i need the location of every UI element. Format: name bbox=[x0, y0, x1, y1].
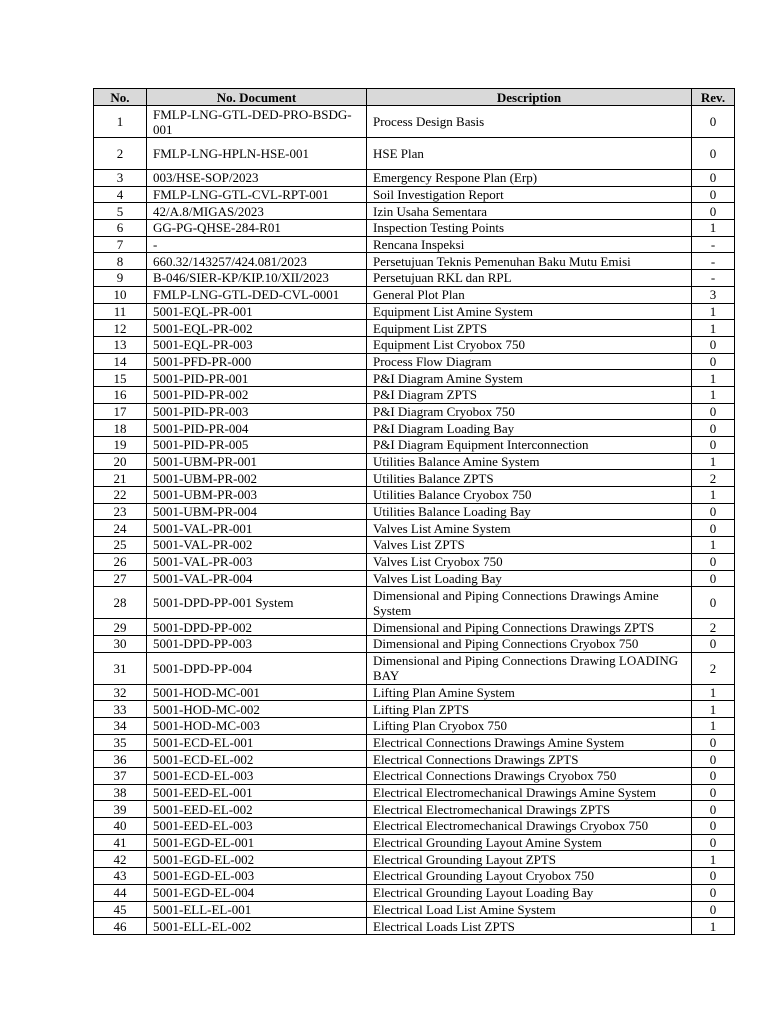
table-row bbox=[94, 503, 735, 520]
cell-no: 41 bbox=[94, 834, 147, 851]
cell-description: P&I Diagram ZPTS bbox=[367, 386, 692, 403]
cell-revision: 0 bbox=[692, 818, 735, 835]
cell-no: 1 bbox=[94, 106, 147, 138]
table-row bbox=[94, 353, 735, 370]
table-row bbox=[94, 370, 735, 387]
cell-document-number: 5001-VAL-PR-001 bbox=[147, 520, 367, 537]
cell-revision: 2 bbox=[692, 470, 735, 487]
cell-document-number: 5001-PID-PR-001 bbox=[147, 370, 367, 387]
table-row bbox=[94, 138, 735, 170]
cell-revision: 0 bbox=[692, 884, 735, 901]
table-row bbox=[94, 270, 735, 287]
table-row bbox=[94, 453, 735, 470]
cell-revision: 1 bbox=[692, 487, 735, 504]
cell-no: 8 bbox=[94, 253, 147, 270]
cell-revision: 0 bbox=[692, 170, 735, 187]
cell-document-number: 5001-UBM-PR-004 bbox=[147, 503, 367, 520]
header-no: No. bbox=[94, 89, 147, 106]
cell-document-number: 5001-EGD-EL-004 bbox=[147, 884, 367, 901]
table-row bbox=[94, 236, 735, 253]
cell-no: 22 bbox=[94, 487, 147, 504]
cell-no: 13 bbox=[94, 336, 147, 353]
table-row bbox=[94, 751, 735, 768]
cell-no: 24 bbox=[94, 520, 147, 537]
cell-description: Process Design Basis bbox=[367, 106, 692, 138]
cell-description: P&I Diagram Cryobox 750 bbox=[367, 403, 692, 420]
cell-document-number: 5001-EQL-PR-003 bbox=[147, 336, 367, 353]
table-row bbox=[94, 170, 735, 187]
cell-description: Soil Investigation Report bbox=[367, 186, 692, 203]
cell-revision: 1 bbox=[692, 717, 735, 734]
cell-document-number: 5001-ECD-EL-003 bbox=[147, 768, 367, 785]
cell-no: 44 bbox=[94, 884, 147, 901]
cell-no: 27 bbox=[94, 570, 147, 587]
cell-revision: 1 bbox=[692, 386, 735, 403]
cell-document-number: 5001-VAL-PR-002 bbox=[147, 537, 367, 554]
table-row bbox=[94, 717, 735, 734]
cell-no: 33 bbox=[94, 701, 147, 718]
cell-document-number: 5001-VAL-PR-003 bbox=[147, 553, 367, 570]
cell-revision: 0 bbox=[692, 570, 735, 587]
table-row bbox=[94, 834, 735, 851]
table-row bbox=[94, 768, 735, 785]
table-row bbox=[94, 851, 735, 868]
cell-description: P&I Diagram Equipment Interconnection bbox=[367, 437, 692, 454]
cell-revision: 0 bbox=[692, 420, 735, 437]
cell-revision: 0 bbox=[692, 553, 735, 570]
cell-document-number: 5001-PID-PR-005 bbox=[147, 437, 367, 454]
cell-revision: 0 bbox=[692, 734, 735, 751]
cell-description: Dimensional and Piping Connections Drawings Amine System bbox=[367, 587, 692, 619]
cell-no: 30 bbox=[94, 635, 147, 652]
cell-revision: 0 bbox=[692, 186, 735, 203]
cell-no: 31 bbox=[94, 652, 147, 684]
cell-revision: 1 bbox=[692, 303, 735, 320]
table-row bbox=[94, 520, 735, 537]
cell-description: Electrical Grounding Layout Cryobox 750 bbox=[367, 868, 692, 885]
table-row bbox=[94, 220, 735, 237]
cell-no: 40 bbox=[94, 818, 147, 835]
cell-document-number: FMLP-LNG-HPLN-HSE-001 bbox=[147, 138, 367, 170]
cell-description: Persetujuan Teknis Pemenuhan Baku Mutu Emisi bbox=[367, 253, 692, 270]
cell-revision: - bbox=[692, 236, 735, 253]
cell-no: 46 bbox=[94, 918, 147, 935]
cell-document-number: 003/HSE-SOP/2023 bbox=[147, 170, 367, 187]
cell-no: 32 bbox=[94, 684, 147, 701]
cell-description: Electrical Grounding Layout Amine System bbox=[367, 834, 692, 851]
table-row bbox=[94, 901, 735, 918]
header-document: No. Document bbox=[147, 89, 367, 106]
cell-revision: 0 bbox=[692, 587, 735, 619]
table-row bbox=[94, 186, 735, 203]
cell-document-number: 5001-UBM-PR-001 bbox=[147, 453, 367, 470]
cell-description: Equipment List ZPTS bbox=[367, 320, 692, 337]
cell-revision: 0 bbox=[692, 203, 735, 220]
header-rev: Rev. bbox=[692, 89, 735, 106]
cell-no: 19 bbox=[94, 437, 147, 454]
cell-revision: 1 bbox=[692, 220, 735, 237]
cell-no: 21 bbox=[94, 470, 147, 487]
cell-description: Utilities Balance Amine System bbox=[367, 453, 692, 470]
cell-description: Electrical Grounding Layout ZPTS bbox=[367, 851, 692, 868]
cell-revision: 1 bbox=[692, 684, 735, 701]
table-row bbox=[94, 437, 735, 454]
cell-description: Valves List ZPTS bbox=[367, 537, 692, 554]
cell-no: 3 bbox=[94, 170, 147, 187]
cell-description: Utilities Balance Loading Bay bbox=[367, 503, 692, 520]
cell-document-number: 42/A.8/MIGAS/2023 bbox=[147, 203, 367, 220]
table-row bbox=[94, 286, 735, 303]
cell-document-number: 5001-EED-EL-002 bbox=[147, 801, 367, 818]
cell-revision: 0 bbox=[692, 768, 735, 785]
cell-revision: 0 bbox=[692, 503, 735, 520]
table-row bbox=[94, 801, 735, 818]
table-row bbox=[94, 619, 735, 636]
cell-document-number: FMLP-LNG-GTL-DED-PRO-BSDG-001 bbox=[147, 106, 367, 138]
cell-no: 39 bbox=[94, 801, 147, 818]
cell-document-number: 5001-HOD-MC-002 bbox=[147, 701, 367, 718]
header-description: Description bbox=[367, 89, 692, 106]
cell-no: 10 bbox=[94, 286, 147, 303]
cell-description: Lifting Plan ZPTS bbox=[367, 701, 692, 718]
cell-no: 11 bbox=[94, 303, 147, 320]
cell-description: Equipment List Cryobox 750 bbox=[367, 336, 692, 353]
table-row bbox=[94, 635, 735, 652]
cell-revision: 1 bbox=[692, 370, 735, 387]
cell-description: Emergency Respone Plan (Erp) bbox=[367, 170, 692, 187]
cell-document-number: 5001-EGD-EL-002 bbox=[147, 851, 367, 868]
cell-no: 36 bbox=[94, 751, 147, 768]
cell-revision: 1 bbox=[692, 537, 735, 554]
table-row bbox=[94, 701, 735, 718]
cell-revision: 0 bbox=[692, 437, 735, 454]
cell-description: Valves List Loading Bay bbox=[367, 570, 692, 587]
table-row bbox=[94, 253, 735, 270]
cell-document-number: 5001-ELL-EL-001 bbox=[147, 901, 367, 918]
cell-description: Utilities Balance ZPTS bbox=[367, 470, 692, 487]
cell-no: 29 bbox=[94, 619, 147, 636]
cell-document-number: 5001-ELL-EL-002 bbox=[147, 918, 367, 935]
cell-revision: 0 bbox=[692, 784, 735, 801]
cell-document-number: 5001-EED-EL-001 bbox=[147, 784, 367, 801]
cell-document-number: 5001-UBM-PR-002 bbox=[147, 470, 367, 487]
cell-no: 28 bbox=[94, 587, 147, 619]
cell-revision: 1 bbox=[692, 320, 735, 337]
cell-description: Equipment List Amine System bbox=[367, 303, 692, 320]
table-row bbox=[94, 537, 735, 554]
cell-document-number: 5001-DPD-PP-003 bbox=[147, 635, 367, 652]
cell-document-number: 5001-HOD-MC-003 bbox=[147, 717, 367, 734]
cell-no: 15 bbox=[94, 370, 147, 387]
cell-no: 5 bbox=[94, 203, 147, 220]
cell-description: Electrical Grounding Layout Loading Bay bbox=[367, 884, 692, 901]
table-body bbox=[94, 106, 735, 935]
cell-document-number: 5001-EED-EL-003 bbox=[147, 818, 367, 835]
cell-revision: 1 bbox=[692, 918, 735, 935]
cell-revision: 0 bbox=[692, 138, 735, 170]
cell-document-number: 5001-PFD-PR-000 bbox=[147, 353, 367, 370]
cell-description: Electrical Loads List ZPTS bbox=[367, 918, 692, 935]
cell-description: Dimensional and Piping Connections Cryobox 750 bbox=[367, 635, 692, 652]
cell-description: Electrical Load List Amine System bbox=[367, 901, 692, 918]
cell-no: 37 bbox=[94, 768, 147, 785]
cell-revision: 2 bbox=[692, 652, 735, 684]
cell-description: Persetujuan RKL dan RPL bbox=[367, 270, 692, 287]
cell-document-number: B-046/SIER-KP/KIP.10/XII/2023 bbox=[147, 270, 367, 287]
cell-no: 43 bbox=[94, 868, 147, 885]
cell-document-number: 5001-ECD-EL-001 bbox=[147, 734, 367, 751]
table-row bbox=[94, 652, 735, 684]
cell-no: 23 bbox=[94, 503, 147, 520]
cell-no: 2 bbox=[94, 138, 147, 170]
cell-document-number: 660.32/143257/424.081/2023 bbox=[147, 253, 367, 270]
cell-no: 35 bbox=[94, 734, 147, 751]
cell-document-number: - bbox=[147, 236, 367, 253]
cell-document-number: 5001-ECD-EL-002 bbox=[147, 751, 367, 768]
cell-document-number: 5001-VAL-PR-004 bbox=[147, 570, 367, 587]
cell-document-number: GG-PG-QHSE-284-R01 bbox=[147, 220, 367, 237]
cell-revision: 0 bbox=[692, 106, 735, 138]
cell-document-number: 5001-EQL-PR-002 bbox=[147, 320, 367, 337]
cell-revision: 1 bbox=[692, 701, 735, 718]
cell-revision: 0 bbox=[692, 403, 735, 420]
table-row bbox=[94, 570, 735, 587]
header-row bbox=[94, 89, 735, 106]
cell-revision: 0 bbox=[692, 901, 735, 918]
cell-revision: 0 bbox=[692, 834, 735, 851]
cell-description: Valves List Amine System bbox=[367, 520, 692, 537]
cell-description: Electrical Connections Drawings Cryobox 750 bbox=[367, 768, 692, 785]
table-row bbox=[94, 303, 735, 320]
cell-description: P&I Diagram Amine System bbox=[367, 370, 692, 387]
cell-description: Lifting Plan Cryobox 750 bbox=[367, 717, 692, 734]
cell-revision: 0 bbox=[692, 353, 735, 370]
cell-description: Dimensional and Piping Connections Drawings ZPTS bbox=[367, 619, 692, 636]
cell-no: 45 bbox=[94, 901, 147, 918]
table-row bbox=[94, 320, 735, 337]
cell-revision: 0 bbox=[692, 635, 735, 652]
cell-no: 34 bbox=[94, 717, 147, 734]
table-row bbox=[94, 734, 735, 751]
cell-revision: 1 bbox=[692, 453, 735, 470]
table-row bbox=[94, 684, 735, 701]
cell-description: Electrical Electromechanical Drawings Cryobox 750 bbox=[367, 818, 692, 835]
cell-revision: - bbox=[692, 253, 735, 270]
cell-document-number: 5001-HOD-MC-001 bbox=[147, 684, 367, 701]
table-row bbox=[94, 784, 735, 801]
cell-description: Dimensional and Piping Connections Drawing LOADING BAY bbox=[367, 652, 692, 684]
cell-document-number: 5001-PID-PR-002 bbox=[147, 386, 367, 403]
table-row bbox=[94, 818, 735, 835]
table-row bbox=[94, 386, 735, 403]
table-row bbox=[94, 336, 735, 353]
table-row bbox=[94, 203, 735, 220]
cell-revision: 0 bbox=[692, 751, 735, 768]
table-row bbox=[94, 553, 735, 570]
cell-document-number: 5001-UBM-PR-003 bbox=[147, 487, 367, 504]
cell-description: Electrical Electromechanical Drawings ZPTS bbox=[367, 801, 692, 818]
cell-no: 9 bbox=[94, 270, 147, 287]
table-row bbox=[94, 487, 735, 504]
cell-description: P&I Diagram Loading Bay bbox=[367, 420, 692, 437]
cell-document-number: 5001-EQL-PR-001 bbox=[147, 303, 367, 320]
cell-no: 4 bbox=[94, 186, 147, 203]
cell-no: 6 bbox=[94, 220, 147, 237]
cell-revision: 0 bbox=[692, 520, 735, 537]
cell-document-number: 5001-PID-PR-004 bbox=[147, 420, 367, 437]
cell-no: 12 bbox=[94, 320, 147, 337]
table-row bbox=[94, 918, 735, 935]
cell-revision: 0 bbox=[692, 336, 735, 353]
cell-document-number: 5001-PID-PR-003 bbox=[147, 403, 367, 420]
cell-no: 25 bbox=[94, 537, 147, 554]
table-header bbox=[94, 89, 735, 106]
cell-no: 16 bbox=[94, 386, 147, 403]
cell-description: Valves List Cryobox 750 bbox=[367, 553, 692, 570]
cell-no: 42 bbox=[94, 851, 147, 868]
cell-description: Electrical Connections Drawings ZPTS bbox=[367, 751, 692, 768]
table-row bbox=[94, 470, 735, 487]
cell-no: 38 bbox=[94, 784, 147, 801]
document-list-table bbox=[93, 88, 735, 935]
cell-document-number: 5001-DPD-PP-002 bbox=[147, 619, 367, 636]
cell-description: Process Flow Diagram bbox=[367, 353, 692, 370]
cell-description: Electrical Electromechanical Drawings Amine System bbox=[367, 784, 692, 801]
cell-description: Inspection Testing Points bbox=[367, 220, 692, 237]
cell-description: Lifting Plan Amine System bbox=[367, 684, 692, 701]
cell-document-number: FMLP-LNG-GTL-DED-CVL-0001 bbox=[147, 286, 367, 303]
table-row bbox=[94, 106, 735, 138]
cell-description: Utilities Balance Cryobox 750 bbox=[367, 487, 692, 504]
cell-revision: - bbox=[692, 270, 735, 287]
cell-revision: 0 bbox=[692, 868, 735, 885]
cell-no: 20 bbox=[94, 453, 147, 470]
cell-document-number: 5001-DPD-PP-001 System bbox=[147, 587, 367, 619]
cell-no: 7 bbox=[94, 236, 147, 253]
cell-description: Rencana Inspeksi bbox=[367, 236, 692, 253]
cell-no: 26 bbox=[94, 553, 147, 570]
cell-document-number: 5001-EGD-EL-001 bbox=[147, 834, 367, 851]
cell-no: 17 bbox=[94, 403, 147, 420]
cell-revision: 0 bbox=[692, 801, 735, 818]
cell-revision: 2 bbox=[692, 619, 735, 636]
cell-revision: 1 bbox=[692, 851, 735, 868]
table-row bbox=[94, 420, 735, 437]
table-row bbox=[94, 403, 735, 420]
cell-document-number: 5001-EGD-EL-003 bbox=[147, 868, 367, 885]
cell-description: HSE Plan bbox=[367, 138, 692, 170]
cell-description: General Plot Plan bbox=[367, 286, 692, 303]
cell-document-number: FMLP-LNG-GTL-CVL-RPT-001 bbox=[147, 186, 367, 203]
table-row bbox=[94, 884, 735, 901]
table-row bbox=[94, 868, 735, 885]
cell-description: Electrical Connections Drawings Amine System bbox=[367, 734, 692, 751]
cell-no: 18 bbox=[94, 420, 147, 437]
cell-document-number: 5001-DPD-PP-004 bbox=[147, 652, 367, 684]
table-row bbox=[94, 587, 735, 619]
cell-no: 14 bbox=[94, 353, 147, 370]
cell-revision: 3 bbox=[692, 286, 735, 303]
cell-description: Izin Usaha Sementara bbox=[367, 203, 692, 220]
